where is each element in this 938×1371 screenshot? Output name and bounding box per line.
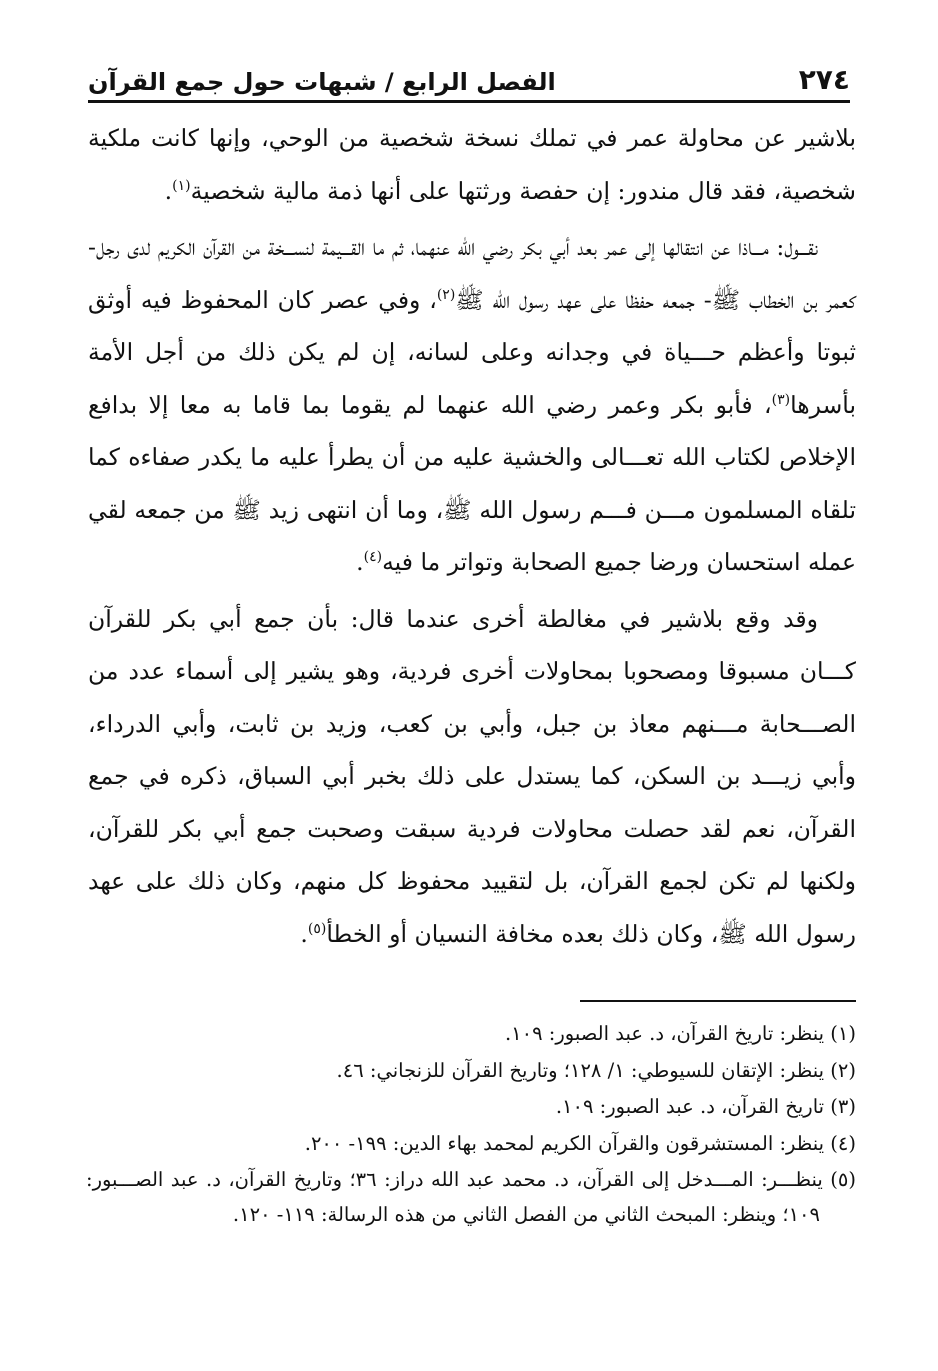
footnote-ref-2: (٢) (436, 286, 456, 303)
paragraph-2 (88, 221, 856, 589)
paragraph-2-text-2: ، وفي عصر كان المحفوظ فيه أوثق ثبوتا وأعظم حـــياة في وجدانه وعلى لسانه، إن لم يكن ذلك من أجل الأمة بأسرها (88, 285, 856, 419)
paragraph-1 (88, 112, 856, 217)
footnote-2: (٢) ينظر: الإتقان للسيوطي: ١/ ١٢٨؛ وتاريخ القرآن للزنجاني: ٤٦. (336, 1058, 856, 1082)
body-text (88, 112, 856, 960)
paragraph-1-end: . (164, 176, 173, 205)
page-number: ٢٧٤ (798, 63, 850, 96)
footnote-divider (580, 1000, 856, 1002)
paragraph-2-text-3: ، فأبو بكر وعمر رضي الله عنهما لم يقوما بما قاما به معا إلا بدافع الإخلاص لكتاب الله تعـــالى والخشية عليه من أن يطرأ عليه ما يكدر صفاءه كما تلقاه المسلمون مـــن فـــم رسول الله ﷺ، وما أن انتهى زيد ﷺ من جمعه لقي عمله استحسان ورضا جميع الصحابة وتواتر ما فيه (88, 390, 856, 576)
footnotes (86, 1016, 856, 1232)
footnote-ref-1: (١) (172, 177, 191, 194)
paragraph-3 (88, 593, 856, 961)
footnote-1: (١) ينظر: تاريخ القرآن، د. عبد الصبور: ١٠٩. (504, 1022, 856, 1045)
footnote-4: (٤) ينظر: المستشرقون والقرآن الكريم لمحمد بهاء الدين: ١٩٩- ٢٠٠. (304, 1131, 856, 1155)
paragraph-3-text: وقد وقع بلاشير في مغالطة أخرى عندما قال: بأن جمع أبي بكر للقرآن كـــان مسبوقا ومصحوبا بمحاولات أخرى فردية، وهو يشير إلى أسماء عدد من الصـــحابة مـــنهم معاذ بن جبل، وأبي بن كعب، وزيد بن ثابت، وأبي الدرداء، وأبي زيـــد بن السكن، كما يستدل على ذلك بخبر أبي السباق، ذكره في جمع القرآن، نعم لقد حصلت محاولات فردية سبقت وصحبت جمع أبي بكر للقرآن، ولكنها لم تكن لجمع القرآن، بل لتقييد محفوظ كل منهم، وكان ذلك على عهد رسول الله ﷺ، وكان ذلك بعده مخافة النسيان أو الخطأ (88, 604, 856, 948)
paragraph-3-end: . (300, 919, 308, 948)
paragraph-2-end: . (356, 548, 364, 576)
footnote-ref-5: (٥) (307, 920, 327, 937)
footnote-ref-3: (٣) (771, 391, 791, 408)
footnote-5: (٥) ينظـــر: المـــدخل إلى القرآن، د. محمد عبد الله دراز: ٣٦؛ وتاريخ القرآن، د. عبد الصـــبور: ١٠٩؛ وينظر: المبحث الثاني من الفصل الثاني من هذه الرسالة: ١١٩- ١٢٠. (86, 1168, 856, 1226)
page-header (88, 52, 850, 103)
footnote-ref-4: (٤) (363, 549, 383, 566)
footnote-3: (٣) تاريخ القرآن، د. عبد الصبور: ١٠٩. (555, 1095, 856, 1118)
paragraph-1-text: بلاشير عن محاولة عمر في تملك نسخة شخصية من الوحي، وإنها كانت ملكية شخصية، فقد قال مندور: إن حفصة ورثتها على أنها ذمة مالية شخصية (88, 124, 856, 205)
paragraph-2-text-1: نقـــول: مـــاذا عن انتقالها إلى عمر بعد أبي بكر رضي الله عنهما، ثم ما القـــيمة لنســـخة من القرآن الكريم لدى رجل- كعمر بن الخطاب ﷺ- جمعه حفظا على عهد رسول الله ﷺ (88, 233, 856, 314)
running-title: الفصل الرابع / شبهات حول جمع القرآن (88, 68, 556, 96)
